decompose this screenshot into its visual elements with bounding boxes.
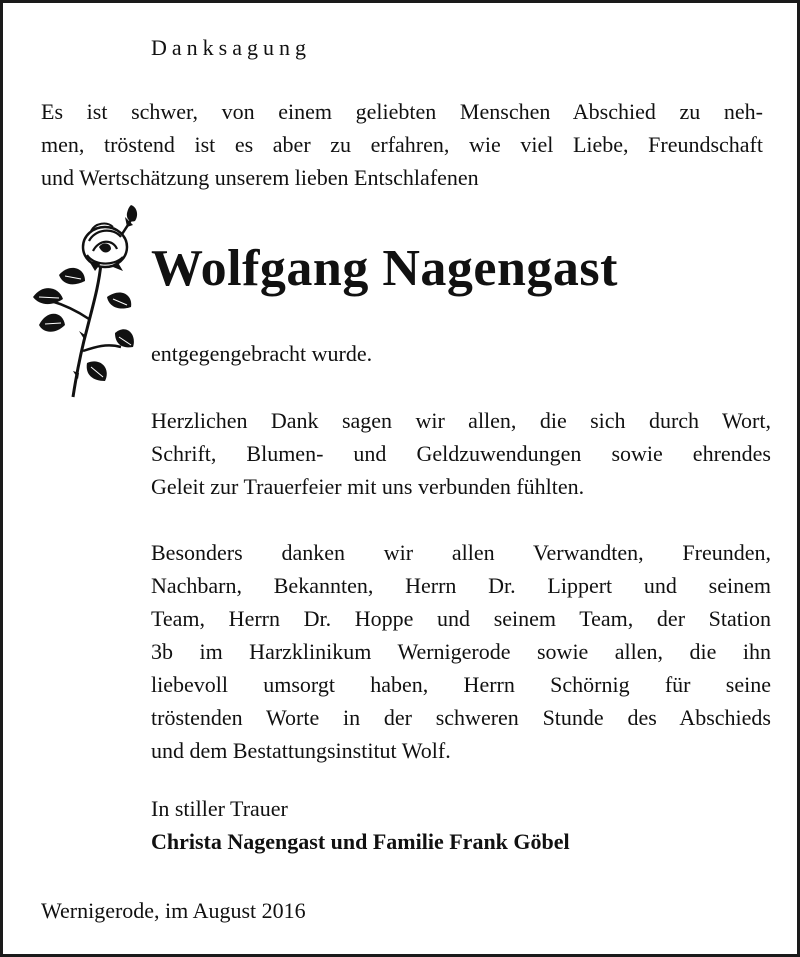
rose-icon [29, 201, 139, 399]
paragraph-line: liebevoll umsorgt haben, Herrn Schörnig für seine [151, 672, 771, 697]
paragraph-line: Besonders danken wir allen Verwandten, Freunden, [151, 540, 771, 565]
paragraph-line: Team, Herrn Dr. Hoppe und seinem Team, der Station [151, 606, 771, 631]
paragraph-line: Nachbarn, Bekannten, Herrn Dr. Lippert und seinem [151, 573, 771, 598]
place-date: Wernigerode, im August 2016 [41, 898, 306, 923]
thanks-paragraph-2 [151, 536, 771, 767]
thanks-paragraph-1 [151, 404, 771, 503]
intro-line: Es ist schwer, von einem geliebten Menschen Abschied zu neh- [41, 99, 763, 124]
paragraph-line: Herzlichen Dank sagen wir allen, die sich durch Wort, [151, 408, 771, 433]
paragraph-line: Geleit zur Trauerfeier mit uns verbunden fühlten. [151, 474, 585, 499]
paragraph-line: und dem Bestattungsinstitut Wolf. [151, 738, 451, 763]
deceased-name: Wolfgang Nagengast [151, 240, 618, 297]
mourning-text: In stiller Trauer [151, 796, 288, 821]
paragraph-line: Schrift, Blumen- und Geldzuwendungen sowie ehrendes [151, 441, 771, 466]
intro-line: men, tröstend ist es aber zu erfahren, wie viel Liebe, Freundschaft [41, 132, 763, 157]
notice-heading: Danksagung [151, 35, 311, 60]
paragraph-line: tröstenden Worte in der schweren Stunde des Abschieds [151, 705, 771, 730]
after-name-text: entgegengebracht wurde. [151, 341, 373, 366]
intro-text [41, 95, 763, 194]
intro-line: und Wertschätzung unserem lieben Entschlafenen [41, 165, 479, 190]
paragraph-line: 3b im Harzklinikum Wernigerode sowie allen, die ihn [151, 639, 771, 664]
signers-text: Christa Nagengast und Familie Frank Göbel [151, 829, 570, 854]
